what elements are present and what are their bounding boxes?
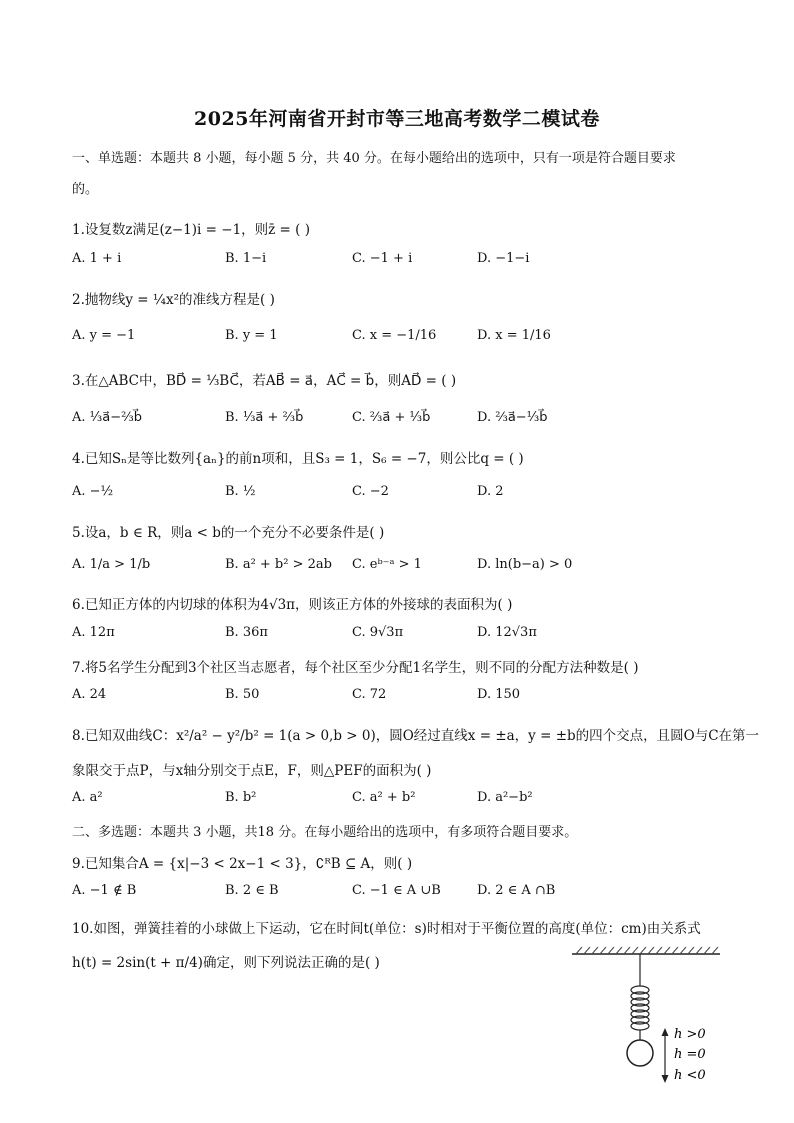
question-5-stem: 5.设a，b ∈ R，则a < b的一个充分不必要条件是( )	[72, 525, 385, 541]
question-8-stem: 8.已知双曲线C：x²/a² − y²/b² = 1(a > 0,b > 0)，圆O经过直线x = ±a，y = ±b的四个交点，且圆O与C在第一	[72, 728, 760, 744]
option-d: D. 12√3π	[477, 625, 537, 640]
option-d: D. −1−i	[477, 251, 530, 266]
option-d: D. 2	[477, 484, 504, 499]
question-2-stem: 2.抛物线y = ¼x²的准线方程是( )	[72, 292, 275, 308]
question-8-options	[72, 790, 732, 810]
section-2-heading: 二、多选题：本题共 3 小题，共18 分。在每小题给出的选项中，有多项符合题目要求。	[72, 825, 578, 840]
option-a: A. −1 ∉ B	[72, 883, 137, 898]
question-10-stem-cont: h(t) = 2sin(t + π/4)确定，则下列说法正确的是( )	[72, 955, 380, 971]
option-a: A. 1/a > 1/b	[72, 557, 151, 572]
option-b: B. 1−i	[225, 251, 267, 266]
option-c: C. −2	[352, 484, 389, 499]
option-b: B. ⅓a⃗ + ⅔b⃗	[225, 410, 304, 425]
spring-icon	[631, 986, 649, 1030]
label-h-zero: h =0	[674, 1047, 706, 1062]
section-1-heading: 一、单选题：本题共 8 小题，每小题 5 分，共 40 分。在每小题给出的选项中，只有一项是符合题目要求	[72, 151, 676, 166]
option-d: D. 2 ∈ A ∩B	[477, 883, 556, 898]
question-6-stem: 6.已知正方体的内切球的体积为4√3π，则该正方体的外接球的表面积为( )	[72, 597, 513, 613]
question-9-stem: 9.已知集合A = {x|−3 < 2x−1 < 3}，∁ᴿB ⊆ A，则( )	[72, 856, 413, 872]
question-4-options	[72, 484, 732, 504]
option-b: B. a² + b² > 2ab	[225, 557, 332, 572]
spring-ball-figure	[560, 940, 730, 1090]
question-3-options	[72, 410, 732, 430]
ball-icon	[627, 1040, 653, 1066]
option-b: B. y = 1	[225, 328, 278, 343]
option-d: D. ⅔a⃗−⅓b⃗	[477, 410, 548, 425]
option-c: C. −1 + i	[352, 251, 413, 266]
option-d: D. x = 1/16	[477, 328, 551, 343]
label-h-negative: h <0	[674, 1068, 706, 1083]
option-c: C. 9√3π	[352, 625, 404, 640]
option-c: C. eᵇ⁻ᵃ > 1	[352, 557, 422, 572]
question-3-stem: 3.在△ABC中，BD⃗ = ⅓BC⃗，若AB⃗ = a⃗，AC⃗ = b⃗，则AD⃗ = ( )	[72, 373, 457, 389]
option-a: A. y = −1	[72, 328, 136, 343]
question-2-options	[72, 328, 732, 348]
question-1-stem: 1.设复数z满足(z−1)i = −1，则z̄ = ( )	[72, 222, 310, 238]
question-7-stem: 7.将5名学生分配到3个社区当志愿者，每个社区至少分配1名学生，则不同的分配方法种数是( )	[72, 660, 639, 676]
page-title: 2025年河南省开封市等三地高考数学二模试卷	[194, 108, 600, 130]
option-d: D. ln(b−a) > 0	[477, 557, 573, 572]
question-6-options	[72, 625, 732, 645]
option-a: A. 24	[72, 687, 107, 702]
question-10-stem: 10.如图，弹簧挂着的小球做上下运动，它在时间t(单位：s)时相对于平衡位置的高度(单位：cm)由关系式	[72, 921, 701, 937]
option-b: B. 50	[225, 687, 260, 702]
question-5-options	[72, 557, 732, 577]
option-a: A. a²	[72, 790, 103, 805]
label-h-positive: h >0	[674, 1027, 706, 1042]
question-4-stem: 4.已知Sₙ是等比数列{aₙ}的前n项和，且S₃ = 1，S₆ = −7，则公比q = ( )	[72, 451, 524, 467]
option-c: C. x = −1/16	[352, 328, 437, 343]
option-c: C. a² + b²	[352, 790, 416, 805]
arrow-up-icon	[662, 1028, 669, 1036]
option-c: C. ⅔a⃗ + ⅓b⃗	[352, 410, 431, 425]
option-b: B. b²	[225, 790, 257, 805]
option-a: A. ⅓a⃗−⅔b⃗	[72, 410, 142, 425]
question-7-options	[72, 687, 732, 707]
option-b: B. 36π	[225, 625, 268, 640]
option-a: A. −½	[72, 484, 114, 499]
option-a: A. 12π	[72, 625, 115, 640]
question-1-options	[72, 251, 732, 271]
option-d: D. 150	[477, 687, 521, 702]
option-d: D. a²−b²	[477, 790, 533, 805]
section-1-heading-cont: 的。	[72, 182, 99, 197]
arrow-down-icon	[662, 1075, 669, 1083]
question-9-options	[72, 883, 732, 903]
option-c: C. 72	[352, 687, 387, 702]
option-b: B. ½	[225, 484, 256, 499]
option-c: C. −1 ∈ A ∪B	[352, 883, 441, 898]
ceiling-hatching	[576, 947, 718, 954]
option-a: A. 1 + i	[72, 251, 122, 266]
option-b: B. 2 ∈ B	[225, 883, 279, 898]
question-8-stem-cont: 象限交于点P，与x轴分别交于点E，F，则△PEF的面积为( )	[72, 763, 432, 779]
